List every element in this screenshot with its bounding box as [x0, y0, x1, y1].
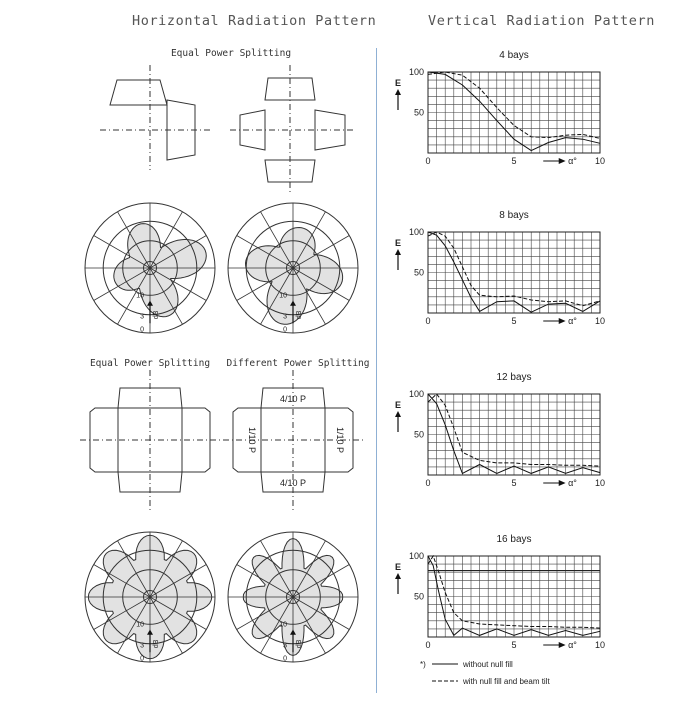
- x-tick-5: 5: [511, 156, 517, 166]
- x-axis-label: α°: [568, 156, 577, 166]
- polar-tick-0: 0: [283, 655, 287, 663]
- chart-title: 4 bays: [499, 50, 529, 61]
- x-tick-10: 10: [594, 316, 606, 326]
- x-tick-0: 0: [425, 156, 431, 166]
- vertical-pattern-title: Vertical Radiation Pattern: [428, 13, 655, 29]
- polar-tick-10: 10: [136, 292, 144, 300]
- y-tick-50: 50: [413, 267, 424, 278]
- polar-tick-3: 3: [140, 313, 144, 321]
- x-axis-arrow-head: [559, 642, 566, 648]
- x-axis-arrow-head: [559, 158, 566, 164]
- chart-title: 16 bays: [496, 534, 532, 545]
- polar-tick-3: 3: [283, 313, 287, 321]
- polar-tick-3: 3: [140, 642, 144, 650]
- caption-different-power: Different Power Splitting: [226, 358, 370, 369]
- chart-legend: [420, 660, 550, 686]
- x-tick-5: 5: [511, 316, 517, 326]
- y-tick-100: 100: [408, 227, 424, 237]
- power-label-left: 1/10 P: [247, 426, 257, 454]
- y-axis-arrow-head: [395, 249, 401, 255]
- polar-unit-db: dB: [153, 639, 160, 649]
- x-axis-label: α°: [568, 640, 577, 650]
- x-axis-label: α°: [568, 316, 577, 326]
- y-axis-label: E: [394, 400, 402, 410]
- legend-solid-text: without null fill: [463, 660, 513, 669]
- x-axis-arrow-head: [559, 318, 566, 324]
- y-tick-100: 100: [408, 67, 424, 77]
- x-tick-0: 0: [425, 316, 431, 326]
- x-axis-label: α°: [568, 478, 577, 488]
- caption-equal-power-top: Equal Power Splitting: [170, 48, 292, 59]
- vertical-chart-4: [395, 534, 605, 650]
- y-tick-50: 50: [413, 591, 424, 602]
- legend-dashed-text: with null fill and beam tilt: [463, 677, 550, 686]
- y-axis-label: E: [394, 238, 402, 248]
- vertical-chart-3: [395, 372, 605, 488]
- polar-tick-10: 10: [136, 621, 144, 629]
- polar-unit-db: dB: [153, 310, 160, 320]
- power-label-right: 1/10 P: [335, 426, 345, 454]
- polar-tick-10: 10: [279, 292, 287, 300]
- horizontal-pattern-title: Horizontal Radiation Pattern: [132, 13, 377, 29]
- y-tick-100: 100: [408, 551, 424, 561]
- x-tick-0: 0: [425, 478, 431, 488]
- polar-unit-db: dB: [296, 310, 303, 320]
- x-tick-5: 5: [511, 640, 517, 650]
- x-tick-5: 5: [511, 478, 517, 488]
- y-axis-arrow-head: [395, 411, 401, 417]
- chart-title: 8 bays: [499, 210, 529, 221]
- x-tick-10: 10: [594, 640, 606, 650]
- y-axis-label: E: [394, 78, 402, 88]
- polar-tick-3: 3: [283, 642, 287, 650]
- y-tick-100: 100: [408, 389, 424, 399]
- polar-tick-0: 0: [140, 326, 144, 334]
- x-axis-arrow-head: [559, 480, 566, 486]
- chart-title: 12 bays: [496, 372, 532, 383]
- legend-marker: *): [420, 660, 426, 669]
- polar-tick-10: 10: [279, 621, 287, 629]
- polar-unit-db: dB: [296, 639, 303, 649]
- vertical-chart-1: [395, 50, 605, 166]
- y-tick-50: 50: [413, 107, 424, 118]
- x-tick-0: 0: [425, 640, 431, 650]
- y-axis-arrow-head: [395, 573, 401, 579]
- y-axis-arrow-head: [395, 89, 401, 95]
- caption-equal-power-bottom: Equal Power Splitting: [89, 358, 211, 369]
- power-label-bottom: 4/10 P: [279, 478, 307, 488]
- polar-tick-0: 0: [283, 326, 287, 334]
- x-tick-10: 10: [594, 156, 606, 166]
- y-tick-50: 50: [413, 429, 424, 440]
- x-tick-10: 10: [594, 478, 606, 488]
- polar-tick-0: 0: [140, 655, 144, 663]
- power-label-top: 4/10 P: [279, 394, 307, 404]
- vertical-chart-2: [395, 210, 605, 326]
- y-axis-label: E: [394, 562, 402, 572]
